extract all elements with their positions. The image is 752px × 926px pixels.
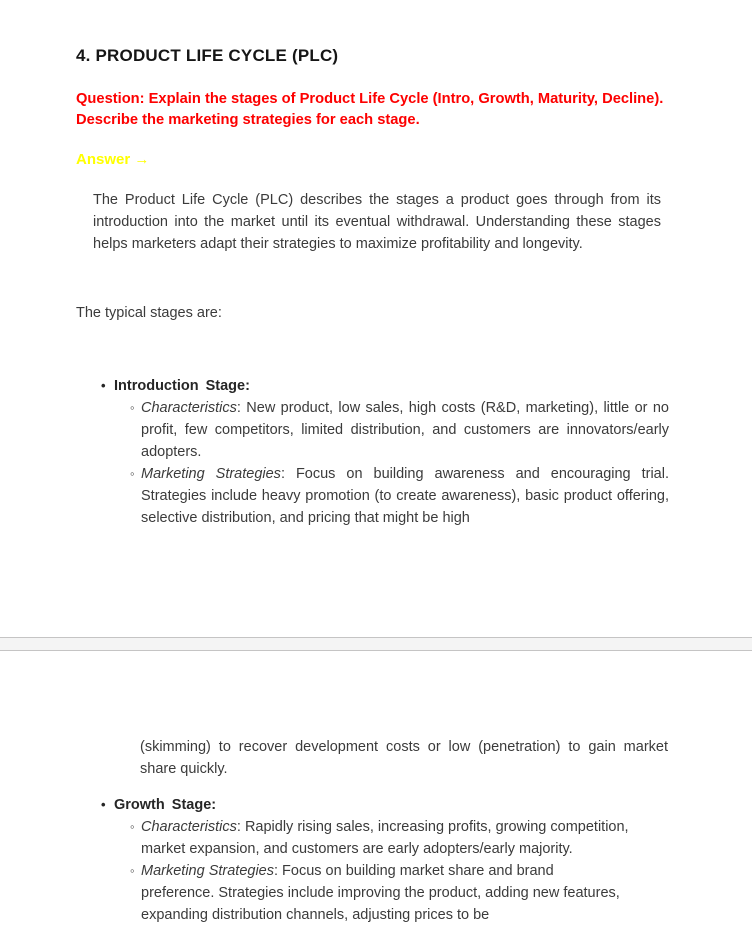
page-2	[0, 651, 752, 926]
sub-item-label: Characteristics	[141, 400, 237, 416]
stage-heading-introduction	[101, 375, 682, 397]
continuation-paragraph: (skimming) to recover development costs or low (penetration) to gain market share quickly.	[140, 738, 668, 777]
page-break-divider	[0, 637, 752, 651]
stages-lead: The typical stages are:	[76, 305, 222, 321]
stage-list-page1	[76, 375, 682, 529]
sub-bullet-icon: ◦	[130, 466, 135, 481]
sub-item-text	[141, 397, 669, 463]
sub-bullet-icon: ◦	[130, 819, 135, 834]
sub-item-label: Characteristics	[141, 819, 237, 835]
sub-item-body: : New product, low sales, high costs (R&D, marketing), little or no profit, few competitors, limited distribution, and customers are innovators/early adopters.	[141, 400, 669, 460]
sub-item-marketing-strategies	[130, 860, 682, 926]
sub-bullet-icon: ◦	[130, 863, 135, 878]
sub-item-body: : Focus on building awareness and encouraging trial. Strategies include heavy promotion (to create awareness), basic product offering, selective distribution, and pricing that might be high	[141, 466, 669, 526]
stage-heading-growth	[101, 794, 682, 816]
sub-item-marketing-strategies	[130, 463, 682, 529]
stage-heading-label: Introduction Stage:	[114, 378, 250, 394]
sub-item-characteristics	[130, 397, 682, 463]
sub-item-label: Marketing Strategies	[141, 466, 281, 482]
sub-item-characteristics	[130, 816, 682, 860]
sub-item-body: : Focus on building market share and brand preference. Strategies include improving the product, adding new features, expanding distribution channels, adjusting prices to be	[141, 863, 620, 923]
sub-item-label: Marketing Strategies	[141, 863, 274, 879]
sub-bullet-icon: ◦	[130, 400, 135, 415]
bullet-icon: •	[101, 378, 106, 393]
sub-item-text	[141, 860, 631, 926]
stage-heading-label: Growth Stage:	[114, 797, 217, 813]
document-title: 4. PRODUCT LIFE CYCLE (PLC)	[76, 46, 339, 65]
sub-item-text	[141, 463, 669, 529]
sub-item-body: : Rapidly rising sales, increasing profits, growing competition, market expansion, and customers are early adopters/early majority.	[141, 819, 629, 857]
stage-list-page2	[76, 794, 682, 926]
question-text: Question: Explain the stages of Product Life Cycle (Intro, Growth, Maturity, Decline). Describe the marketing strategies for each stage.	[76, 91, 664, 128]
sub-item-text	[141, 816, 631, 860]
bullet-icon: •	[101, 797, 106, 812]
intro-paragraph: The Product Life Cycle (PLC) describes the stages a product goes through from its introduction into the market until its eventual withdrawal. Understanding these stages helps marketers adapt their strategies to maximize profitability and longevity.	[93, 192, 661, 252]
answer-label: Answer →	[76, 151, 150, 168]
